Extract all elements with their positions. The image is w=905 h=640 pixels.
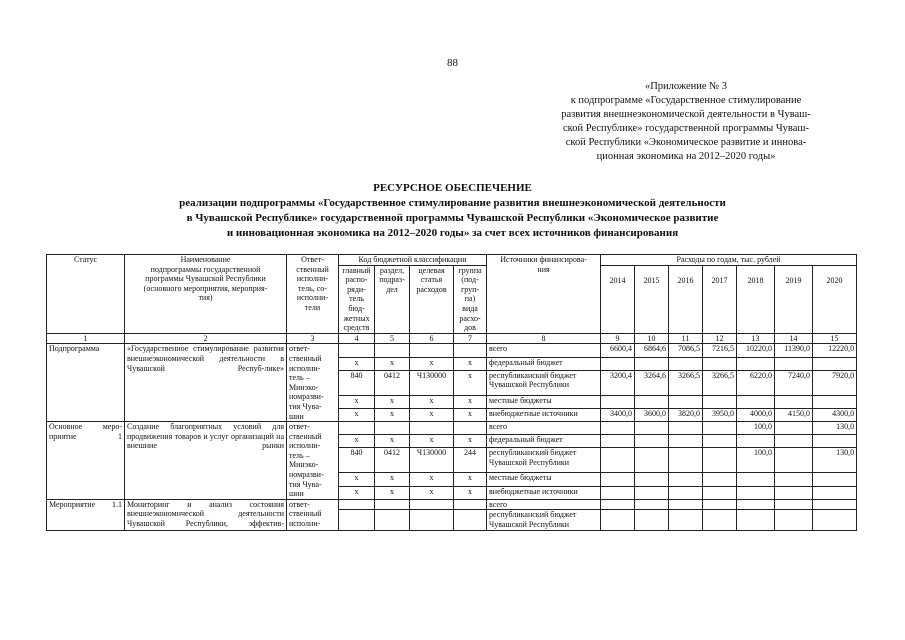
budget-code-cell [375, 499, 410, 510]
row-responsible: ответ- ственный исполни- тель – Минэко- номразви- тия Чува- шии [287, 344, 339, 422]
expense-cell [703, 435, 737, 448]
expense-cell [813, 395, 857, 408]
budget-code-cell: x [410, 408, 454, 421]
expense-cell [813, 499, 857, 510]
column-number: 4 [339, 333, 375, 344]
expense-cell: 7240,0 [775, 370, 813, 395]
expense-cell: 3820,0 [669, 408, 703, 421]
expense-cell: 3950,0 [703, 408, 737, 421]
row-name: Мониторинг и анализ состояния внешнеэкономической деятельности Чувашской Республики, эффектив- [125, 499, 287, 530]
source-cell: всего [487, 422, 601, 435]
expense-cell [703, 499, 737, 510]
expense-cell: 7216,5 [703, 344, 737, 357]
title-line: РЕСУРСНОЕ ОБЕСПЕЧЕНИЕ [373, 182, 532, 194]
expense-cell: 130,0 [813, 448, 857, 473]
expense-cell: 130,0 [813, 422, 857, 435]
expense-cell: 3264,6 [635, 370, 669, 395]
source-cell: всего [487, 499, 601, 510]
source-cell: федеральный бюджет [487, 357, 601, 370]
budget-code-cell: x [454, 357, 487, 370]
expense-cell [737, 473, 775, 486]
expense-cell: 3266,5 [669, 370, 703, 395]
source-cell: республиканский бюджет Чувашской Республики [487, 448, 601, 473]
column-number: 2 [125, 333, 287, 344]
expense-cell: 4150,0 [775, 408, 813, 421]
budget-code-cell [410, 344, 454, 357]
expense-cell [635, 395, 669, 408]
expense-cell: 6220,0 [737, 370, 775, 395]
budget-code-cell: Ч130000 [410, 370, 454, 395]
budget-code-cell: x [454, 370, 487, 395]
row-responsible: ответ- ственный исполни- тель – Минэко- номразви- тия Чува- шии [287, 422, 339, 500]
expense-cell [775, 486, 813, 499]
expense-cell [703, 448, 737, 473]
budget-code-cell [410, 510, 454, 530]
expense-cell [635, 510, 669, 530]
header-expenses: Расходы по годам, тыс. рублей [601, 255, 857, 266]
expense-cell [737, 499, 775, 510]
column-number: 5 [375, 333, 410, 344]
expense-cell [737, 395, 775, 408]
source-cell: республиканский бюджет Чувашской Республики [487, 510, 601, 530]
header-year: 2014 [601, 265, 635, 333]
title-line: в Чувашской Республике» государственной программы Чувашской Республики «Экономическое развитие [186, 212, 719, 224]
header-year: 2015 [635, 265, 669, 333]
column-number: 12 [703, 333, 737, 344]
budget-code-cell: x [410, 435, 454, 448]
title-line: реализации подпрограммы «Государственное стимулирование развития внешнеэкономической деятельности [179, 197, 726, 209]
column-number: 1 [47, 333, 125, 344]
source-cell: местные бюджеты [487, 473, 601, 486]
header-csr: целевая статья расходов [410, 265, 454, 333]
expense-cell [601, 422, 635, 435]
budget-code-cell: 0412 [375, 370, 410, 395]
expense-cell: 100,0 [737, 448, 775, 473]
expense-cell [669, 499, 703, 510]
row-name: Создание благоприятных условий для продвижения товаров и услуг организаций на внешние рынки [125, 422, 287, 500]
expense-cell [703, 422, 737, 435]
budget-code-cell: x [410, 395, 454, 408]
header-razdel: раздел, подраз- дел [375, 265, 410, 333]
expense-cell [737, 435, 775, 448]
resource-table [46, 254, 857, 531]
table-header [47, 255, 857, 344]
budget-code-cell [375, 344, 410, 357]
table-row [47, 422, 857, 435]
column-number: 6 [410, 333, 454, 344]
budget-code-cell: x [339, 473, 375, 486]
expense-cell [669, 473, 703, 486]
column-number: 15 [813, 333, 857, 344]
appendix-note [520, 80, 852, 164]
budget-code-cell: x [339, 435, 375, 448]
column-number: 9 [601, 333, 635, 344]
budget-code-cell: x [339, 408, 375, 421]
expense-cell [703, 395, 737, 408]
budget-code-cell [454, 422, 487, 435]
appendix-line: ской Республики «Экономическое развитие и иннова- [565, 137, 807, 148]
budget-code-cell: x [454, 408, 487, 421]
budget-code-cell: x [454, 473, 487, 486]
expense-cell: 12220,0 [813, 344, 857, 357]
header-year: 2018 [737, 265, 775, 333]
appendix-line: ционная экономика на 2012–2020 годы» [596, 151, 776, 162]
expense-cell [601, 448, 635, 473]
expense-cell [635, 448, 669, 473]
expense-cell [635, 422, 669, 435]
expense-cell [601, 499, 635, 510]
budget-code-cell: x [375, 486, 410, 499]
column-number-row [47, 333, 857, 344]
expense-cell [601, 510, 635, 530]
source-cell: местные бюджеты [487, 395, 601, 408]
source-cell: всего [487, 344, 601, 357]
header-name: Наименование подпрограммы государственной программы Чувашской Республики (основного мероприятия, мероприя- тия) [125, 255, 287, 334]
budget-code-cell: x [375, 408, 410, 421]
expense-cell [775, 473, 813, 486]
row-name: «Государственное стимулирование развития внешнеэкономической деятельности в Чувашской Респуб-ликe» [125, 344, 287, 422]
expense-cell [669, 486, 703, 499]
expense-cell [635, 357, 669, 370]
expense-cell [601, 357, 635, 370]
budget-code-cell: x [339, 486, 375, 499]
column-number: 13 [737, 333, 775, 344]
column-number: 7 [454, 333, 487, 344]
budget-code-cell: x [339, 357, 375, 370]
budget-code-cell: x [454, 395, 487, 408]
column-number: 10 [635, 333, 669, 344]
expense-cell: 3200,4 [601, 370, 635, 395]
budget-code-cell [339, 422, 375, 435]
header-budget-code: Код бюджетной классификации [339, 255, 487, 266]
budget-code-cell [339, 510, 375, 530]
expense-cell [635, 473, 669, 486]
budget-code-cell [410, 422, 454, 435]
budget-code-cell: x [454, 486, 487, 499]
expense-cell [703, 510, 737, 530]
expense-cell [669, 422, 703, 435]
expense-cell [775, 499, 813, 510]
table-row [47, 344, 857, 357]
header-responsible: Ответ- ственный исполни- тель, со- исполни- тели [287, 255, 339, 334]
expense-cell [669, 448, 703, 473]
title-line: и инновационная экономика на 2012–2020 годы» за счет всех источников финансирования [226, 227, 679, 239]
expense-cell [601, 473, 635, 486]
expense-cell [737, 510, 775, 530]
row-responsible: ответ- ственный исполни- [287, 499, 339, 530]
expense-cell [813, 473, 857, 486]
expense-cell: 6864,6 [635, 344, 669, 357]
expense-cell [813, 357, 857, 370]
budget-code-cell: x [454, 435, 487, 448]
budget-code-cell: 840 [339, 448, 375, 473]
expense-cell [601, 435, 635, 448]
page-number: 88 [447, 57, 458, 69]
budget-code-cell [454, 499, 487, 510]
expense-cell [775, 357, 813, 370]
column-number: 8 [487, 333, 601, 344]
expense-cell [737, 486, 775, 499]
expense-cell [775, 510, 813, 530]
budget-code-cell: x [410, 357, 454, 370]
header-grbs: главный распо- ряди- тель бюд- жетных средств [339, 265, 375, 333]
expense-cell [703, 473, 737, 486]
expense-cell [635, 499, 669, 510]
budget-code-cell [339, 499, 375, 510]
table-row [47, 499, 857, 510]
expense-cell [703, 486, 737, 499]
expense-cell: 100,0 [737, 422, 775, 435]
header-year: 2017 [703, 265, 737, 333]
expense-cell [813, 510, 857, 530]
expense-cell [669, 435, 703, 448]
expense-cell: 3266,5 [703, 370, 737, 395]
row-status: Подпрограмма [47, 344, 125, 422]
expense-cell: 7920,0 [813, 370, 857, 395]
expense-cell [601, 486, 635, 499]
expense-cell [669, 395, 703, 408]
row-status: Основное меро-приятие 1 [47, 422, 125, 500]
column-number: 14 [775, 333, 813, 344]
header-year: 2020 [813, 265, 857, 333]
column-number: 3 [287, 333, 339, 344]
budget-code-cell [410, 499, 454, 510]
expense-cell: 4000,0 [737, 408, 775, 421]
budget-code-cell: x [410, 473, 454, 486]
budget-code-cell: x [410, 486, 454, 499]
header-year: 2016 [669, 265, 703, 333]
expense-cell: 3600,0 [635, 408, 669, 421]
source-cell: федеральный бюджет [487, 435, 601, 448]
budget-code-cell [375, 422, 410, 435]
appendix-line: «Приложение № 3 [644, 81, 728, 92]
expense-cell [775, 448, 813, 473]
expense-cell [635, 486, 669, 499]
expense-cell [775, 435, 813, 448]
expense-cell [669, 357, 703, 370]
budget-code-cell: x [375, 435, 410, 448]
expense-cell [703, 357, 737, 370]
budget-code-cell: x [339, 395, 375, 408]
expense-cell: 11390,0 [775, 344, 813, 357]
expense-cell [813, 486, 857, 499]
budget-code-cell: 0412 [375, 448, 410, 473]
expense-cell: 3400,0 [601, 408, 635, 421]
appendix-line: развития внешнеэкономической деятельности в Чуваш- [561, 109, 811, 120]
budget-code-cell: 840 [339, 370, 375, 395]
budget-code-cell: 244 [454, 448, 487, 473]
expense-cell [775, 395, 813, 408]
header-year: 2019 [775, 265, 813, 333]
expense-cell [737, 357, 775, 370]
appendix-line: к подпрограмме «Государственное стимулирование [570, 95, 802, 106]
document-title [0, 181, 905, 241]
expense-cell [813, 435, 857, 448]
budget-code-cell [454, 344, 487, 357]
expense-cell [775, 422, 813, 435]
column-number: 11 [669, 333, 703, 344]
appendix-line: ской Республике» государственной программы Чуваш- [563, 123, 809, 134]
expense-cell: 4300,0 [813, 408, 857, 421]
expense-cell: 7086,5 [669, 344, 703, 357]
source-cell: внебюджетные источники [487, 408, 601, 421]
source-cell: республиканский бюджет Чувашской Республики [487, 370, 601, 395]
header-status: Статус [47, 255, 125, 334]
header-sources: Источники финансирова- ния [487, 255, 601, 334]
table-body [47, 344, 857, 530]
expense-cell [601, 395, 635, 408]
budget-code-cell: x [375, 473, 410, 486]
budget-code-cell [375, 510, 410, 530]
source-cell: внебюджетные источники [487, 486, 601, 499]
budget-code-cell [454, 510, 487, 530]
expense-cell [635, 435, 669, 448]
expense-cell [669, 510, 703, 530]
budget-code-cell: x [375, 357, 410, 370]
header-vr: группа (под- груп- па) вида расхо- дов [454, 265, 487, 333]
expense-cell: 10220,0 [737, 344, 775, 357]
budget-code-cell: Ч130000 [410, 448, 454, 473]
row-status: Мероприятие 1.1 [47, 499, 125, 530]
budget-code-cell [339, 344, 375, 357]
expense-cell: 6600,4 [601, 344, 635, 357]
budget-code-cell: x [375, 395, 410, 408]
